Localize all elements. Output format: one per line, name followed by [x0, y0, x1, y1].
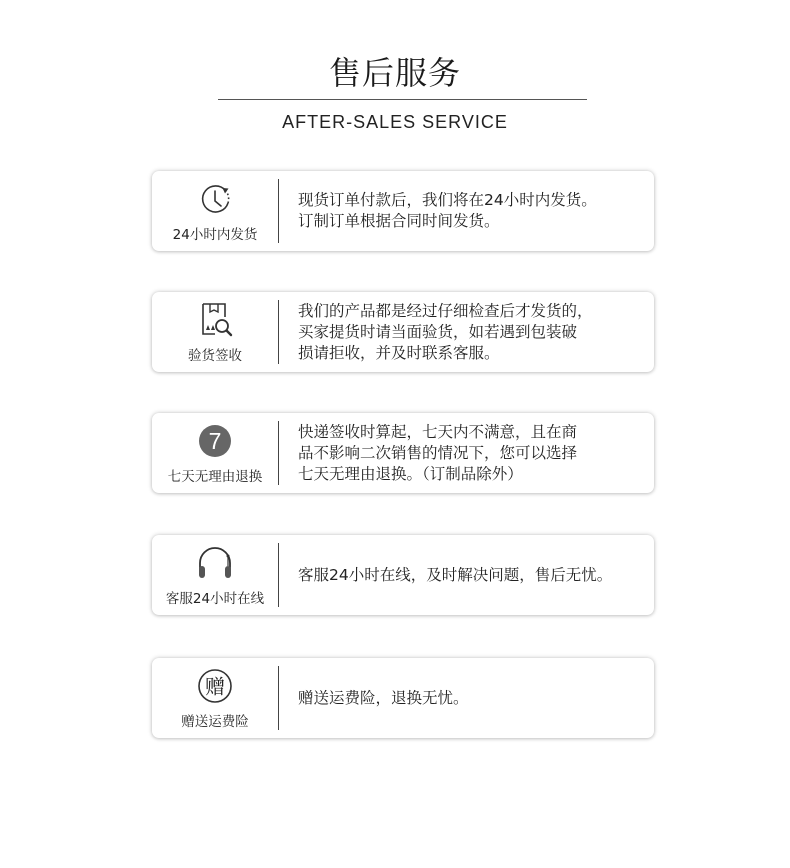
service-card-shipping	[152, 171, 654, 251]
card-divider	[278, 300, 279, 364]
service-description	[298, 413, 644, 493]
clock-icon	[195, 179, 235, 219]
package-inspect-icon	[195, 300, 235, 340]
service-card-return	[152, 413, 654, 493]
card-divider	[278, 421, 279, 485]
service-label: 24小时内发货	[172, 227, 258, 243]
description-line: 现货订单付款后，我们将在24小时内发货。	[298, 191, 597, 209]
card-divider	[278, 666, 279, 730]
gift-icon-text: 赠	[205, 674, 225, 699]
seven-day-return-icon	[195, 421, 235, 461]
title-divider	[218, 99, 587, 100]
service-description	[298, 535, 644, 615]
card-divider	[278, 179, 279, 243]
gift-shipping-icon	[195, 666, 235, 706]
card-divider	[278, 543, 279, 607]
description-line: 我们的产品都是经过仔细检查后才发货的，	[298, 301, 593, 320]
service-description	[298, 292, 644, 372]
service-label: 验货签收	[188, 348, 242, 364]
service-description	[298, 171, 644, 251]
service-card-insurance	[152, 658, 654, 738]
description-line: 买家提货时请当面验货，如若遇到包装破	[298, 322, 578, 341]
page-subtitle: AFTER-SALES SERVICE	[282, 112, 508, 132]
page-title: 售后服务	[328, 54, 461, 92]
description-line: 七天无理由退换。（订制品除外）	[298, 464, 523, 483]
description-line: 品不影响二次销售的情况下，您可以选择	[298, 443, 578, 462]
description-line: 客服24小时在线，及时解决问题，售后无忧。	[298, 565, 613, 584]
service-label: 赠送运费险	[181, 714, 249, 730]
seven-icon-text: 7	[208, 428, 222, 454]
service-label: 客服24小时在线	[165, 591, 265, 607]
service-description	[298, 658, 644, 738]
description-line: 赠送运费险，退换无忧。	[298, 688, 469, 707]
service-card-support	[152, 535, 654, 615]
service-card-inspection	[152, 292, 654, 372]
service-label: 七天无理由退换	[167, 469, 263, 485]
description-line: 快递签收时算起，七天内不满意，且在商	[298, 422, 578, 441]
description-line: 损请拒收，并及时联系客服。	[298, 343, 500, 362]
description-line: 订制订单根据合同时间发货。	[298, 212, 500, 230]
headset-icon	[195, 543, 235, 583]
